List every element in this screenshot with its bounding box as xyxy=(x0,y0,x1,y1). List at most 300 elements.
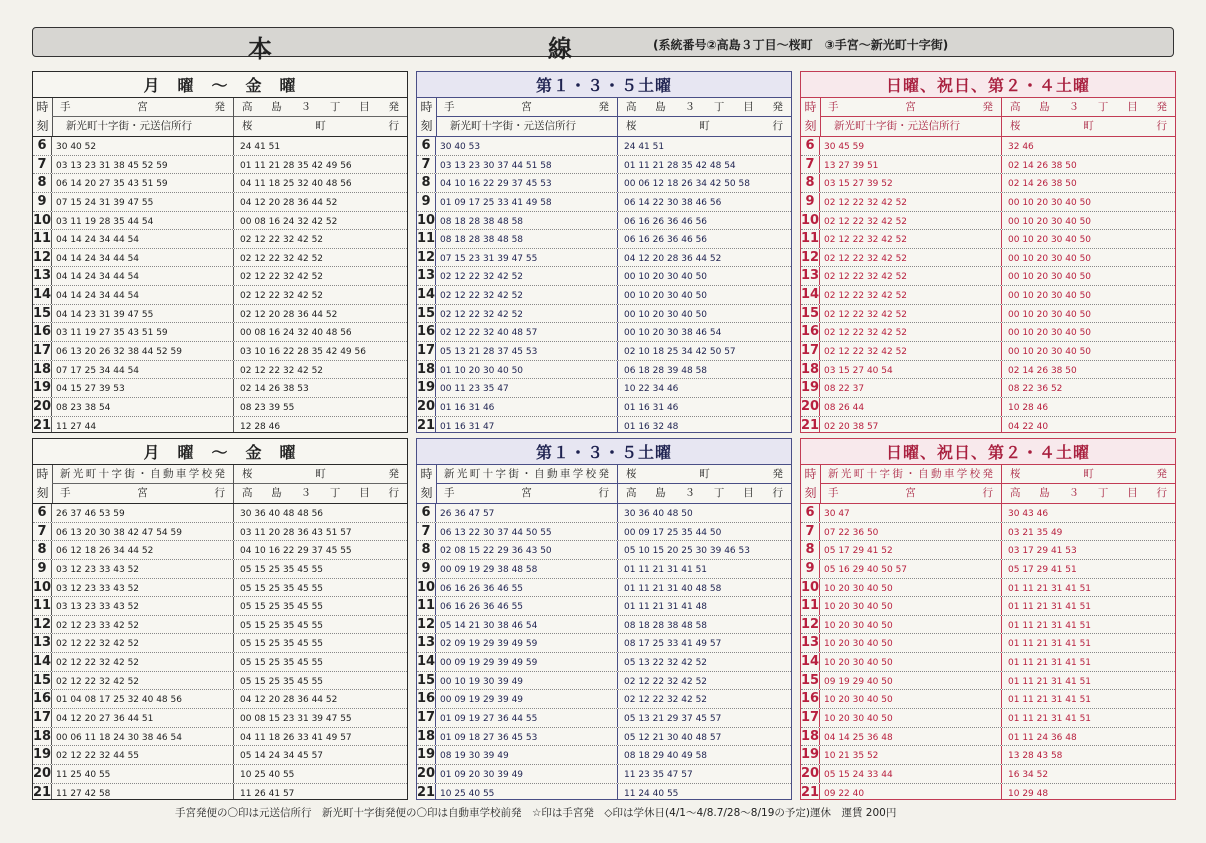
origin-header-left-char: 字 xyxy=(495,468,506,480)
hour-label: 9 xyxy=(417,560,436,578)
departure-minutes-right: 05 15 25 35 45 55 xyxy=(240,639,324,650)
origin-header-right-char: 丁 xyxy=(713,101,725,113)
departure-minutes-left: 05 13 21 28 37 45 53 xyxy=(440,347,538,358)
departure-minutes-right: 00 10 20 30 40 50 xyxy=(1008,235,1092,246)
departure-minutes-left: 02 12 23 33 42 52 xyxy=(56,620,140,631)
destination-header-right-char: 目 xyxy=(359,487,370,499)
timetable-body xyxy=(33,504,407,800)
hour-label: 8 xyxy=(417,541,436,559)
destination-header-left-char: 手 xyxy=(828,487,839,499)
column-header xyxy=(33,465,407,504)
departure-minutes-right: 24 41 51 xyxy=(624,142,665,152)
column-divider xyxy=(1001,267,1002,285)
hour-label: 20 xyxy=(33,398,52,414)
hour-row xyxy=(801,523,1175,542)
origin-header-left-char: 校 xyxy=(585,468,597,480)
column-divider xyxy=(617,379,618,397)
hour-row xyxy=(33,690,407,709)
time-header xyxy=(417,98,437,136)
column-divider xyxy=(1001,156,1002,174)
column-divider xyxy=(617,230,618,248)
column-divider xyxy=(617,523,618,541)
departure-minutes-right: 05 15 25 35 45 55 xyxy=(240,620,324,631)
departure-minutes-right: 02 14 26 38 53 xyxy=(240,384,309,395)
departure-minutes-left: 26 37 46 53 59 xyxy=(56,509,125,519)
destination-header-right-char: 島 xyxy=(271,487,282,499)
hour-label: 13 xyxy=(417,268,436,284)
departure-minutes-right: 01 11 21 31 41 51 xyxy=(624,564,708,575)
destination-header-left-char: 宮 xyxy=(137,487,148,499)
departure-minutes-left: 02 12 22 32 42 52 xyxy=(824,197,908,208)
origin-header-left-char: 車 xyxy=(559,468,571,480)
hour-label: 20 xyxy=(417,765,436,781)
destination-header-left: 新光町十字街・元送信所行 xyxy=(834,120,960,132)
hour-label: 7 xyxy=(33,156,52,174)
hour-label: 17 xyxy=(33,343,52,359)
column-divider xyxy=(1001,746,1002,764)
hour-row xyxy=(801,746,1175,765)
column-divider xyxy=(617,653,618,671)
origin-header-left-char: 学 xyxy=(188,468,200,480)
hour-label: 15 xyxy=(33,305,52,321)
origin-header-left-char: 光 xyxy=(840,468,852,480)
departure-minutes-right: 00 08 16 24 32 40 48 56 xyxy=(240,328,352,339)
hour-label: 6 xyxy=(33,504,52,522)
origin-header-left-char: 町 xyxy=(85,468,97,480)
departure-minutes-left: 02 12 22 32 42 52 xyxy=(440,291,524,302)
column-divider xyxy=(1001,193,1002,211)
timetable-body xyxy=(417,504,791,800)
origin-header-right-char: 目 xyxy=(1127,101,1138,113)
origin-header-right-char: ３ xyxy=(300,101,312,113)
hour-row xyxy=(801,174,1175,193)
time-header-line2: 刻 xyxy=(420,119,433,133)
hour-row xyxy=(33,156,407,175)
departure-minutes-right: 04 11 18 25 32 40 48 56 xyxy=(240,179,352,190)
panel-title: 月 曜 ～ 金 曜 xyxy=(33,439,407,465)
hour-row xyxy=(33,417,407,433)
departure-minutes-left: 10 25 40 55 xyxy=(440,788,495,799)
origin-header-right-char: 丁 xyxy=(1097,101,1109,113)
hour-row xyxy=(33,504,407,523)
hour-label: 14 xyxy=(33,287,52,303)
origin-header-left-char: 手 xyxy=(60,101,71,113)
hour-label: 13 xyxy=(801,268,820,284)
column-divider xyxy=(1001,634,1002,652)
departure-minutes-right: 00 09 17 25 35 44 50 xyxy=(624,527,722,538)
hour-label: 9 xyxy=(33,193,52,211)
column-divider xyxy=(233,305,234,323)
origin-header-left-char: 宮 xyxy=(521,101,532,113)
origin-header-left-char: 新 xyxy=(444,468,455,480)
hour-row xyxy=(801,597,1175,616)
hour-row xyxy=(417,504,791,523)
origin-header-left-char: 十 xyxy=(866,468,878,480)
origin-header-right-char: 発 xyxy=(772,468,783,480)
destination-header-right-char: 町 xyxy=(699,120,710,132)
time-header-line2: 刻 xyxy=(36,119,49,133)
hour-row xyxy=(33,230,407,249)
departure-minutes-right: 03 21 35 49 xyxy=(1008,527,1063,538)
destination-header-right-char: 桜 xyxy=(242,120,253,132)
departure-minutes-right: 00 06 12 18 26 34 42 50 58 xyxy=(624,179,750,190)
hour-label: 9 xyxy=(33,560,52,578)
departure-minutes-left: 11 27 44 xyxy=(56,421,97,432)
departure-minutes-left: 30 45 59 xyxy=(824,142,865,152)
hour-row xyxy=(801,653,1175,672)
hour-label: 6 xyxy=(417,137,436,155)
origin-header-left-char: 新 xyxy=(60,468,71,480)
hour-label: 11 xyxy=(801,231,820,247)
departure-minutes-right: 00 10 20 30 40 50 xyxy=(624,291,708,302)
timetable-panel xyxy=(800,438,1176,800)
departure-minutes-right: 00 10 20 30 40 50 xyxy=(624,272,708,283)
departure-minutes-left: 10 20 30 40 50 xyxy=(824,602,893,613)
hour-label: 21 xyxy=(417,417,436,433)
departure-minutes-right: 00 10 20 30 40 50 xyxy=(1008,309,1092,320)
origin-header-left-char: 手 xyxy=(444,101,455,113)
time-header xyxy=(417,465,437,503)
departure-minutes-left: 01 16 31 46 xyxy=(440,402,495,413)
column-header xyxy=(33,98,407,137)
departure-minutes-right: 05 15 25 35 45 55 xyxy=(240,658,324,669)
hour-row xyxy=(801,560,1175,579)
column-divider xyxy=(617,212,618,230)
hour-label: 12 xyxy=(33,616,52,632)
column-divider xyxy=(1001,417,1002,433)
column-divider xyxy=(1001,541,1002,559)
origin-header-right xyxy=(234,98,407,117)
destination-header-right-char: 丁 xyxy=(329,487,341,499)
departure-minutes-right: 05 13 22 32 42 52 xyxy=(624,658,708,669)
hour-row xyxy=(33,379,407,398)
column-divider xyxy=(233,398,234,416)
departure-minutes-right: 00 10 20 30 40 50 xyxy=(1008,272,1092,283)
column-divider xyxy=(233,523,234,541)
column-divider xyxy=(617,672,618,690)
column-divider xyxy=(233,174,234,192)
time-header-line2: 刻 xyxy=(420,486,433,500)
origin-header-left-char: 車 xyxy=(943,468,955,480)
hour-label: 20 xyxy=(801,398,820,414)
departure-minutes-right: 06 18 28 39 48 58 xyxy=(624,365,708,376)
hour-label: 8 xyxy=(33,541,52,559)
departure-minutes-right: 01 11 21 31 41 51 xyxy=(1008,714,1092,725)
origin-header-left-char: ・ xyxy=(521,468,532,480)
departure-minutes-right: 01 11 21 31 41 51 xyxy=(1008,620,1092,631)
departure-minutes-left: 09 22 40 xyxy=(824,788,865,799)
departure-minutes-right: 10 28 46 xyxy=(1008,402,1049,413)
origin-header-right-char: 高 xyxy=(1010,101,1021,113)
departure-minutes-right: 08 18 29 40 49 58 xyxy=(624,751,708,762)
banner-title-1: 本 xyxy=(248,35,272,63)
hour-row xyxy=(417,212,791,231)
departure-minutes-left: 07 15 24 31 39 47 55 xyxy=(56,197,154,208)
departure-minutes-right: 06 14 22 30 38 46 56 xyxy=(624,197,722,208)
hour-label: 21 xyxy=(33,784,52,800)
origin-header-right xyxy=(618,98,791,117)
hour-row xyxy=(801,579,1175,598)
departure-minutes-left: 02 20 38 57 xyxy=(824,421,879,432)
destination-header-right-char: 行 xyxy=(1156,120,1167,132)
departure-minutes-left: 05 16 29 40 50 57 xyxy=(824,564,908,575)
hour-label: 14 xyxy=(33,654,52,670)
origin-header-left xyxy=(436,465,617,484)
departure-minutes-right: 01 11 21 31 41 51 xyxy=(1008,695,1092,706)
departure-minutes-right: 00 10 20 30 40 50 xyxy=(624,309,708,320)
time-header-line2: 刻 xyxy=(804,119,817,133)
hour-label: 16 xyxy=(417,691,436,707)
hour-row xyxy=(801,193,1175,212)
departure-minutes-right: 02 14 26 38 50 xyxy=(1008,365,1077,376)
column-divider xyxy=(617,342,618,360)
origin-header-right-char: ３ xyxy=(684,101,696,113)
hour-label: 18 xyxy=(417,361,436,377)
column-divider xyxy=(233,616,234,634)
hour-row xyxy=(801,728,1175,747)
timetable-body xyxy=(417,137,791,433)
hour-row xyxy=(801,267,1175,286)
origin-header-right-char: 発 xyxy=(388,468,399,480)
hour-row xyxy=(33,765,407,784)
departure-minutes-left: 01 09 18 27 36 45 53 xyxy=(440,732,538,743)
time-header-line1: 時 xyxy=(36,100,49,114)
column-divider xyxy=(1001,560,1002,578)
column-divider xyxy=(233,379,234,397)
time-header-line1: 時 xyxy=(804,467,817,481)
hour-label: 8 xyxy=(801,174,820,192)
departure-minutes-right: 01 11 21 31 41 51 xyxy=(1008,658,1092,669)
departure-minutes-left: 03 11 19 28 35 44 54 xyxy=(56,216,154,227)
destination-header-left-char: 行 xyxy=(598,487,609,499)
column-divider xyxy=(1001,379,1002,397)
hour-row xyxy=(801,417,1175,433)
destination-header-left xyxy=(436,484,617,503)
hour-label: 19 xyxy=(33,380,52,396)
column-divider xyxy=(233,98,234,136)
column-divider xyxy=(617,174,618,192)
destination-header-right-char: ３ xyxy=(300,487,312,499)
hour-label: 9 xyxy=(801,560,820,578)
departure-minutes-right: 01 11 21 31 41 51 xyxy=(1008,676,1092,687)
hour-row xyxy=(417,690,791,709)
hour-label: 9 xyxy=(801,193,820,211)
timetable-body xyxy=(801,137,1175,433)
destination-header-right-char: 桜 xyxy=(626,120,637,132)
destination-header-right xyxy=(1002,117,1175,136)
hour-label: 11 xyxy=(801,598,820,614)
origin-header-left-char: 校 xyxy=(969,468,981,480)
column-divider xyxy=(1001,174,1002,192)
hour-label: 20 xyxy=(801,765,820,781)
departure-minutes-left: 07 17 25 34 44 54 xyxy=(56,365,140,376)
column-divider xyxy=(233,342,234,360)
hour-label: 12 xyxy=(801,616,820,632)
destination-header-left xyxy=(820,484,1001,503)
hour-label: 17 xyxy=(801,343,820,359)
hour-row xyxy=(417,398,791,417)
column-divider xyxy=(1001,342,1002,360)
departure-minutes-right: 24 41 51 xyxy=(240,142,281,152)
column-header xyxy=(801,465,1175,504)
origin-header-left-char: 宮 xyxy=(137,101,148,113)
departure-minutes-right: 10 22 34 46 xyxy=(624,384,679,395)
departure-minutes-right: 00 10 20 30 40 50 xyxy=(1008,253,1092,264)
departure-minutes-left: 01 04 08 17 25 32 40 48 56 xyxy=(56,695,182,706)
origin-header-left xyxy=(820,98,1001,117)
departure-minutes-right: 02 14 26 38 50 xyxy=(1008,160,1077,171)
departure-minutes-right: 02 12 22 32 42 52 xyxy=(624,695,708,706)
departure-minutes-left: 06 14 20 27 35 43 51 59 xyxy=(56,179,168,190)
departure-minutes-left: 08 19 30 39 49 xyxy=(440,751,509,762)
departure-minutes-right: 06 16 26 36 46 56 xyxy=(624,235,708,246)
column-divider xyxy=(233,709,234,727)
column-divider xyxy=(617,616,618,634)
timetable-panel xyxy=(416,438,792,800)
hour-row xyxy=(33,541,407,560)
hour-label: 19 xyxy=(33,747,52,763)
origin-header-right-char: 高 xyxy=(626,101,637,113)
timetable-panel xyxy=(416,71,792,433)
departure-minutes-right: 08 17 25 33 41 49 57 xyxy=(624,639,722,650)
destination-header-left-char: 手 xyxy=(444,487,455,499)
column-divider xyxy=(233,784,234,800)
column-divider xyxy=(233,504,234,522)
departure-minutes-left: 02 12 22 32 40 48 57 xyxy=(440,328,538,339)
column-divider xyxy=(233,765,234,783)
departure-minutes-left: 03 15 27 39 52 xyxy=(824,179,893,190)
departure-minutes-left: 06 16 26 36 46 55 xyxy=(440,583,524,594)
departure-minutes-right: 30 36 40 48 50 xyxy=(624,509,693,519)
hour-row xyxy=(417,560,791,579)
departure-minutes-right: 02 10 18 25 34 42 50 57 xyxy=(624,347,736,358)
departure-minutes-left: 07 15 23 31 39 47 55 xyxy=(440,253,538,264)
column-divider xyxy=(233,417,234,433)
origin-header-right-char: 島 xyxy=(1039,101,1050,113)
origin-header-left xyxy=(52,465,233,484)
departure-minutes-left: 03 12 23 33 43 52 xyxy=(56,564,140,575)
time-header-line1: 時 xyxy=(804,100,817,114)
destination-header-right-char: ３ xyxy=(1068,487,1080,499)
destination-header-right xyxy=(618,117,791,136)
departure-minutes-right: 10 25 40 55 xyxy=(240,769,295,780)
hour-label: 8 xyxy=(33,174,52,192)
column-divider xyxy=(1001,98,1002,136)
origin-header-left-char: 発 xyxy=(598,468,609,480)
origin-header-right xyxy=(618,465,791,484)
origin-header-right-char: 桜 xyxy=(626,468,637,480)
destination-header-right-char: 目 xyxy=(743,487,754,499)
departure-minutes-left: 06 13 20 30 38 42 47 54 59 xyxy=(56,527,182,538)
column-divider xyxy=(617,765,618,783)
hour-row xyxy=(33,672,407,691)
column-divider xyxy=(617,746,618,764)
origin-header-right-char: 町 xyxy=(315,468,326,480)
hour-row xyxy=(801,156,1175,175)
title-banner xyxy=(32,27,1174,63)
destination-header-right-char: ３ xyxy=(684,487,696,499)
panel-title: 第１・３・５土曜 xyxy=(417,439,791,465)
timetable-panel xyxy=(800,71,1176,433)
hour-label: 17 xyxy=(417,710,436,726)
departure-minutes-left: 10 20 30 40 50 xyxy=(824,714,893,725)
hour-label: 21 xyxy=(417,784,436,800)
origin-header-left-char: ・ xyxy=(905,468,916,480)
departure-minutes-left: 08 26 44 xyxy=(824,402,865,413)
origin-header-left-char: 発 xyxy=(214,101,225,113)
hour-label: 10 xyxy=(33,579,52,595)
origin-header-right-char: 桜 xyxy=(1010,468,1021,480)
departure-minutes-right: 05 13 21 29 37 45 57 xyxy=(624,714,722,725)
origin-header-left-char: 手 xyxy=(828,101,839,113)
destination-header-left-char: 行 xyxy=(214,487,225,499)
column-divider xyxy=(1001,728,1002,746)
hour-row xyxy=(33,305,407,324)
column-divider xyxy=(617,560,618,578)
hour-label: 21 xyxy=(801,417,820,433)
column-divider xyxy=(233,465,234,503)
origin-header-left-char: 発 xyxy=(598,101,609,113)
departure-minutes-left: 30 40 52 xyxy=(56,142,97,152)
time-header xyxy=(33,465,53,503)
departure-minutes-right: 03 11 20 28 36 43 51 57 xyxy=(240,527,352,538)
origin-header-left-char: 字 xyxy=(111,468,122,480)
hour-label: 12 xyxy=(417,616,436,632)
origin-header-left-char: 光 xyxy=(72,468,84,480)
panel-title: 月 曜 ～ 金 曜 xyxy=(33,72,407,98)
departure-minutes-left: 09 19 29 40 50 xyxy=(824,676,893,687)
hour-row xyxy=(33,267,407,286)
column-divider xyxy=(617,137,618,155)
origin-header-left-char: 自 xyxy=(918,468,929,480)
departure-minutes-right: 04 10 16 22 29 37 45 55 xyxy=(240,546,352,557)
hour-label: 7 xyxy=(33,523,52,541)
departure-minutes-right: 11 26 41 57 xyxy=(240,788,295,799)
hour-label: 12 xyxy=(801,249,820,265)
column-divider xyxy=(233,746,234,764)
departure-minutes-right: 04 12 20 28 36 44 52 xyxy=(624,253,722,264)
hour-row xyxy=(417,709,791,728)
departure-minutes-left: 03 13 23 31 38 45 52 59 xyxy=(56,160,168,171)
column-divider xyxy=(1001,361,1002,379)
hour-label: 18 xyxy=(801,361,820,377)
departure-minutes-left: 10 20 30 40 50 xyxy=(824,658,893,669)
departure-minutes-left: 02 12 22 32 42 52 xyxy=(824,309,908,320)
column-divider xyxy=(233,361,234,379)
departure-minutes-right: 05 15 25 35 45 55 xyxy=(240,602,324,613)
hour-row xyxy=(33,342,407,361)
departure-minutes-left: 04 14 24 34 44 54 xyxy=(56,291,140,302)
destination-header-right-char: 町 xyxy=(315,120,326,132)
hour-label: 10 xyxy=(801,579,820,595)
origin-header-left-char: 自 xyxy=(534,468,545,480)
hour-row xyxy=(801,323,1175,342)
hour-row xyxy=(417,137,791,156)
column-divider xyxy=(617,323,618,341)
hour-label: 16 xyxy=(417,324,436,340)
departure-minutes-right: 01 11 21 31 41 48 xyxy=(624,602,708,613)
departure-minutes-left: 04 14 24 34 44 54 xyxy=(56,235,140,246)
departure-minutes-left: 08 23 38 54 xyxy=(56,402,111,413)
hour-label: 16 xyxy=(33,691,52,707)
column-divider xyxy=(1001,504,1002,522)
column-divider xyxy=(1001,465,1002,503)
destination-header-right xyxy=(234,484,407,503)
origin-header-right xyxy=(1002,98,1175,117)
origin-header-left-char: 十 xyxy=(98,468,110,480)
departure-minutes-right: 05 12 21 30 40 48 57 xyxy=(624,732,722,743)
origin-header-left xyxy=(436,98,617,117)
